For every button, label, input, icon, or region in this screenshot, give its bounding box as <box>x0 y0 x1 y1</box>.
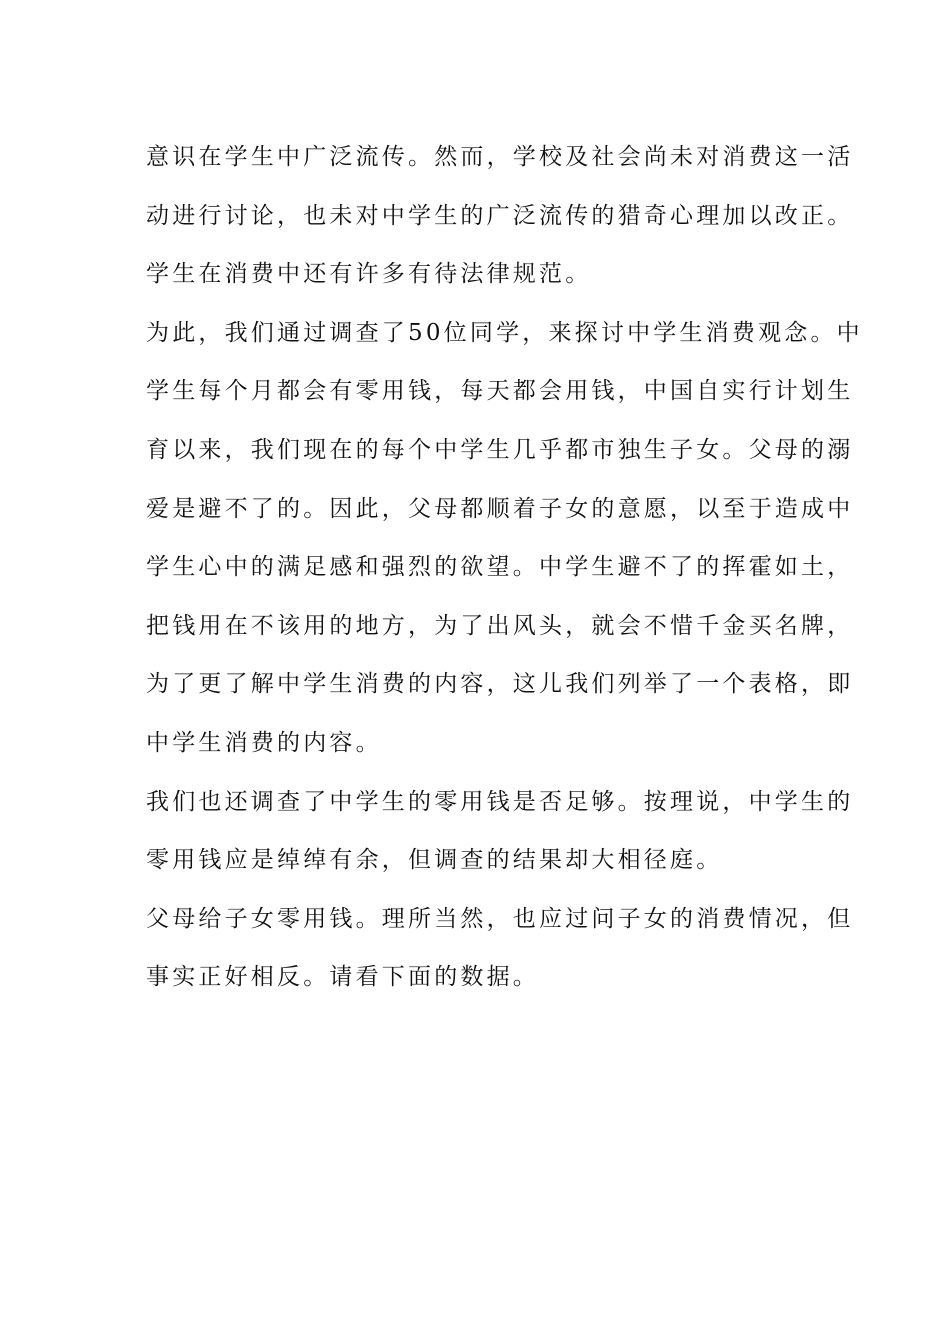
text-line: 为此，我们通过调查了50位同学，来探讨中学生消费观念。中 <box>146 319 863 346</box>
text-line: 爱是避不了的。因此，父母都顺着子女的意愿，以至于造成中 <box>146 495 854 522</box>
text-line: 中学生消费的内容。 <box>146 729 382 756</box>
text-line: 育以来，我们现在的每个中学生几乎都市独生子女。父母的溺 <box>146 436 854 463</box>
text-line: 事实正好相反。请看下面的数据。 <box>146 964 539 991</box>
body-text <box>146 128 863 1007</box>
text-line: 学生每个月都会有零用钱，每天都会用钱，中国自实行计划生 <box>146 378 854 405</box>
text-line: 把钱用在不该用的地方，为了出风头，就会不惜千金买名牌， <box>146 612 854 639</box>
text-line: 动进行讨论，也未对中学生的广泛流传的猎奇心理加以改正。 <box>146 202 854 229</box>
text-line: 我们也还调查了中学生的零用钱是否足够。按理说，中学生的 <box>146 788 854 815</box>
text-line: 零用钱应是绰绰有余，但调查的结果却大相径庭。 <box>146 847 723 874</box>
text-line: 学生心中的满足感和强烈的欲望。中学生避不了的挥霍如土， <box>146 554 854 581</box>
text-line: 为了更了解中学生消费的内容，这儿我们列举了一个表格，即 <box>146 671 854 698</box>
text-line: 学生在消费中还有许多有待法律规范。 <box>146 261 592 288</box>
text-line: 父母给子女零用钱。理所当然，也应过问子女的消费情况，但 <box>146 905 854 932</box>
text-line: 意识在学生中广泛流传。然而，学校及社会尚未对消费这一活 <box>146 144 854 170</box>
